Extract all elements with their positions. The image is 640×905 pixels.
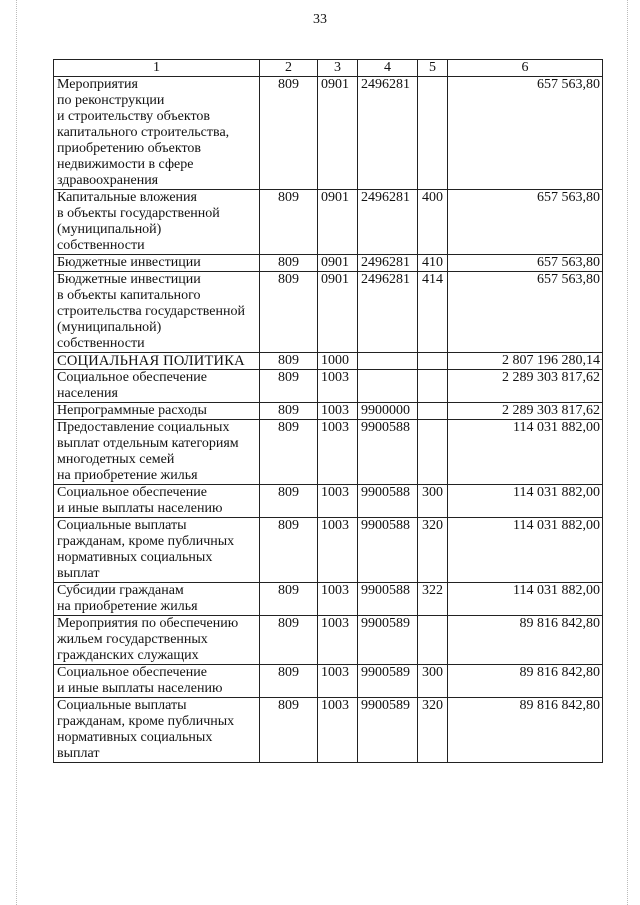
row-amount: 89 816 842,80 xyxy=(448,665,603,698)
table-row xyxy=(54,403,603,420)
row-admin-code: 809 xyxy=(260,665,318,698)
row-description: СОЦИАЛЬНАЯ ПОЛИТИКА xyxy=(54,353,260,370)
row-section-code: 1003 xyxy=(318,518,358,583)
row-description: Социальные выплаты гражданам, кроме публичных нормативных социальных выплат xyxy=(54,698,260,763)
row-section-code: 0901 xyxy=(318,255,358,272)
row-description: Социальное обеспечение населения xyxy=(54,370,260,403)
row-section-code: 1003 xyxy=(318,370,358,403)
row-admin-code: 809 xyxy=(260,583,318,616)
row-target-code xyxy=(358,370,418,403)
row-section-code: 1003 xyxy=(318,485,358,518)
row-admin-code: 809 xyxy=(260,255,318,272)
table-row xyxy=(54,370,603,403)
row-description: Социальное обеспечение и иные выплаты населению xyxy=(54,665,260,698)
table-row xyxy=(54,698,603,763)
row-target-code: 2496281 xyxy=(358,190,418,255)
table-row xyxy=(54,190,603,255)
table-row xyxy=(54,77,603,190)
row-section-code: 0901 xyxy=(318,190,358,255)
row-amount: 114 031 882,00 xyxy=(448,420,603,485)
row-amount: 657 563,80 xyxy=(448,255,603,272)
row-expense-type: 322 xyxy=(418,583,448,616)
row-admin-code: 809 xyxy=(260,420,318,485)
row-expense-type: 300 xyxy=(418,665,448,698)
row-description: Субсидии гражданам на приобретение жилья xyxy=(54,583,260,616)
row-admin-code: 809 xyxy=(260,485,318,518)
row-amount: 114 031 882,00 xyxy=(448,583,603,616)
row-section-code: 1003 xyxy=(318,665,358,698)
page-number: 33 xyxy=(313,12,327,27)
row-expense-type xyxy=(418,616,448,665)
table-row xyxy=(54,485,603,518)
row-target-code: 9900588 xyxy=(358,420,418,485)
row-description: Бюджетные инвестиции xyxy=(54,255,260,272)
table-row xyxy=(54,616,603,665)
row-admin-code: 809 xyxy=(260,698,318,763)
row-target-code: 2496281 xyxy=(358,77,418,190)
row-expense-type: 320 xyxy=(418,518,448,583)
column-header-4: 4 xyxy=(358,60,418,77)
row-target-code: 2496281 xyxy=(358,272,418,353)
column-header-3: 3 xyxy=(318,60,358,77)
row-description: Непрограммные расходы xyxy=(54,403,260,420)
table-row xyxy=(54,353,603,370)
table-row xyxy=(54,665,603,698)
row-amount: 114 031 882,00 xyxy=(448,518,603,583)
right-margin-line xyxy=(627,0,628,905)
table-row xyxy=(54,583,603,616)
row-section-code: 0901 xyxy=(318,272,358,353)
row-description: Социальные выплаты гражданам, кроме публичных нормативных социальных выплат xyxy=(54,518,260,583)
row-target-code: 9900588 xyxy=(358,518,418,583)
row-target-code: 9900589 xyxy=(358,665,418,698)
row-amount: 657 563,80 xyxy=(448,77,603,190)
row-section-code: 1000 xyxy=(318,353,358,370)
column-header-5: 5 xyxy=(418,60,448,77)
row-admin-code: 809 xyxy=(260,190,318,255)
row-admin-code: 809 xyxy=(260,353,318,370)
row-admin-code: 809 xyxy=(260,518,318,583)
table-row xyxy=(54,272,603,353)
row-section-code: 1003 xyxy=(318,616,358,665)
row-description: Мероприятия по реконструкции и строительству объектов капитального строительства, приобретению объектов недвижимости в сфере здравоохранения xyxy=(54,77,260,190)
row-section-code: 1003 xyxy=(318,698,358,763)
row-section-code: 1003 xyxy=(318,583,358,616)
row-expense-type: 320 xyxy=(418,698,448,763)
row-admin-code: 809 xyxy=(260,272,318,353)
row-amount: 2 807 196 280,14 xyxy=(448,353,603,370)
row-description: Мероприятия по обеспечению жильем государственных гражданских служащих xyxy=(54,616,260,665)
row-expense-type xyxy=(418,370,448,403)
row-admin-code: 809 xyxy=(260,403,318,420)
row-expense-type: 410 xyxy=(418,255,448,272)
budget-table xyxy=(53,59,603,763)
row-amount: 114 031 882,00 xyxy=(448,485,603,518)
row-admin-code: 809 xyxy=(260,616,318,665)
row-section-code: 1003 xyxy=(318,403,358,420)
column-header-6: 6 xyxy=(448,60,603,77)
row-admin-code: 809 xyxy=(260,370,318,403)
row-target-code: 9900000 xyxy=(358,403,418,420)
row-target-code: 9900588 xyxy=(358,583,418,616)
row-amount: 657 563,80 xyxy=(448,190,603,255)
row-expense-type xyxy=(418,403,448,420)
row-description: Капитальные вложения в объекты государственной (муниципальной) собственности xyxy=(54,190,260,255)
row-expense-type xyxy=(418,420,448,485)
left-margin-line xyxy=(16,0,17,905)
row-section-code: 1003 xyxy=(318,420,358,485)
row-target-code: 9900589 xyxy=(358,616,418,665)
row-expense-type: 400 xyxy=(418,190,448,255)
row-amount: 657 563,80 xyxy=(448,272,603,353)
column-header-1: 1 xyxy=(54,60,260,77)
row-expense-type: 300 xyxy=(418,485,448,518)
row-target-code: 9900588 xyxy=(358,485,418,518)
row-description: Бюджетные инвестиции в объекты капитального строительства государственной (муниципальной) собственности xyxy=(54,272,260,353)
row-target-code: 9900589 xyxy=(358,698,418,763)
row-amount: 2 289 303 817,62 xyxy=(448,370,603,403)
row-description: Предоставление социальных выплат отдельным категориям многодетных семей на приобретение жилья xyxy=(54,420,260,485)
row-amount: 89 816 842,80 xyxy=(448,698,603,763)
table-header-row xyxy=(54,60,603,77)
table-row xyxy=(54,518,603,583)
row-description: Социальное обеспечение и иные выплаты населению xyxy=(54,485,260,518)
row-admin-code: 809 xyxy=(260,77,318,190)
row-amount: 89 816 842,80 xyxy=(448,616,603,665)
table-row xyxy=(54,255,603,272)
row-section-code: 0901 xyxy=(318,77,358,190)
row-expense-type: 414 xyxy=(418,272,448,353)
row-expense-type xyxy=(418,353,448,370)
row-amount: 2 289 303 817,62 xyxy=(448,403,603,420)
table-row xyxy=(54,420,603,485)
row-target-code xyxy=(358,353,418,370)
row-target-code: 2496281 xyxy=(358,255,418,272)
column-header-2: 2 xyxy=(260,60,318,77)
row-expense-type xyxy=(418,77,448,190)
